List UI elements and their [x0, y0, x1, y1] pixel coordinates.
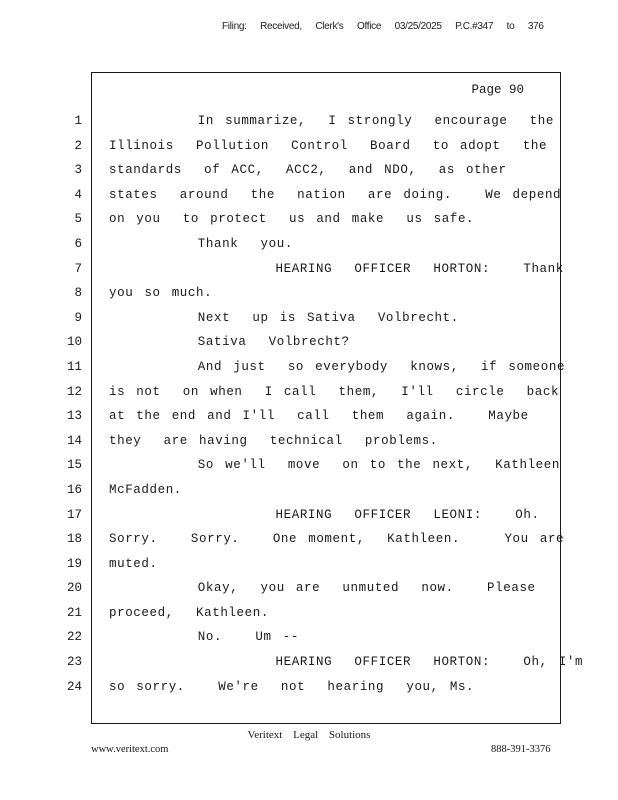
transcript-line: McFadden. — [109, 482, 182, 497]
transcript-line: Thank you. — [109, 236, 293, 251]
line-number-column — [62, 112, 82, 702]
transcript-line: Sorry. Sorry. One moment, Kathleen. You are — [109, 532, 565, 547]
transcript-line: on you to protect us and make us safe. — [109, 212, 475, 227]
line-number: 9 — [74, 310, 82, 325]
clerks-label: Clerk's — [315, 21, 344, 32]
to-label: to — [506, 21, 515, 32]
line-number: 22 — [66, 630, 82, 645]
transcript-line: you so much. — [109, 286, 213, 301]
office-label: Office — [356, 21, 382, 32]
line-number: 16 — [66, 482, 82, 497]
transcript-line: states around the nation are doing. We depend — [109, 187, 562, 202]
line-number: 24 — [66, 679, 82, 694]
line-number: 1 — [74, 114, 82, 128]
line-number: 14 — [66, 433, 82, 448]
footer-company-name — [0, 729, 618, 741]
line-number: 11 — [66, 359, 82, 374]
line-number: 19 — [66, 556, 82, 571]
transcript-line: is not on when I call them, I'll circle back — [109, 384, 560, 399]
page-count: 376 — [527, 21, 544, 32]
line-number: 13 — [66, 409, 82, 424]
line-number: 21 — [66, 605, 82, 620]
page-number: Page 90 — [471, 83, 524, 97]
transcript-line: Sativa Volbrecht? — [109, 335, 350, 350]
footer-website: www.veritext.com — [91, 744, 169, 755]
footer-phone: 888-391-3376 — [491, 744, 551, 755]
transcript-line: And just so everybody knows, if someone — [109, 359, 566, 374]
line-number: 15 — [66, 458, 82, 473]
company-word: Veritext — [247, 729, 283, 741]
line-number: 5 — [74, 212, 82, 227]
line-number: 17 — [66, 507, 82, 522]
transcript-line: In summarize, I strongly encourage the — [109, 114, 554, 128]
transcript-line: muted. — [109, 556, 158, 571]
pc-number: P.C.#347 — [455, 21, 494, 32]
company-word: Legal — [293, 729, 319, 741]
transcript-line: So we'll move on to the next, Kathleen — [109, 458, 560, 473]
transcript-line: at the end and I'll call them again. Maybe — [109, 409, 529, 424]
transcript-line: proceed, Kathleen. — [109, 605, 269, 620]
filing-stamp-header — [222, 21, 555, 32]
transcript-line: No. Um -- — [109, 630, 299, 645]
line-number: 23 — [66, 655, 82, 670]
line-number: 18 — [66, 532, 82, 547]
line-number: 4 — [74, 187, 82, 202]
transcript-line: so sorry. We're not hearing you, Ms. — [109, 679, 475, 694]
filing-date: 03/25/2025 — [394, 21, 442, 32]
line-number: 3 — [74, 163, 82, 178]
transcript-text — [109, 112, 584, 702]
line-number: 2 — [74, 138, 82, 153]
company-word: Solutions — [328, 729, 371, 741]
line-number: 20 — [66, 581, 82, 596]
transcript-line: Next up is Sativa Volbrecht. — [109, 310, 459, 325]
transcript-line: they are having technical problems. — [109, 433, 438, 448]
transcript-line: HEARING OFFICER HORTON: Oh, I'm — [109, 655, 584, 670]
line-number: 10 — [66, 335, 82, 350]
transcript-line: HEARING OFFICER LEONI: Oh. — [109, 507, 540, 522]
filing-label: Filing: — [222, 21, 247, 32]
transcript-line: HEARING OFFICER HORTON: Thank — [109, 261, 564, 276]
received-label: Received, — [260, 21, 302, 32]
transcript-line: standards of ACC, ACC2, and NDO, as other — [109, 163, 507, 178]
transcript-line: Illinois Pollution Control Board to adopt the — [109, 138, 548, 153]
transcript-line: Okay, you are unmuted now. Please — [109, 581, 536, 596]
line-number: 8 — [74, 286, 82, 301]
line-number: 7 — [74, 261, 82, 276]
line-number: 6 — [74, 236, 82, 251]
line-number: 12 — [66, 384, 82, 399]
